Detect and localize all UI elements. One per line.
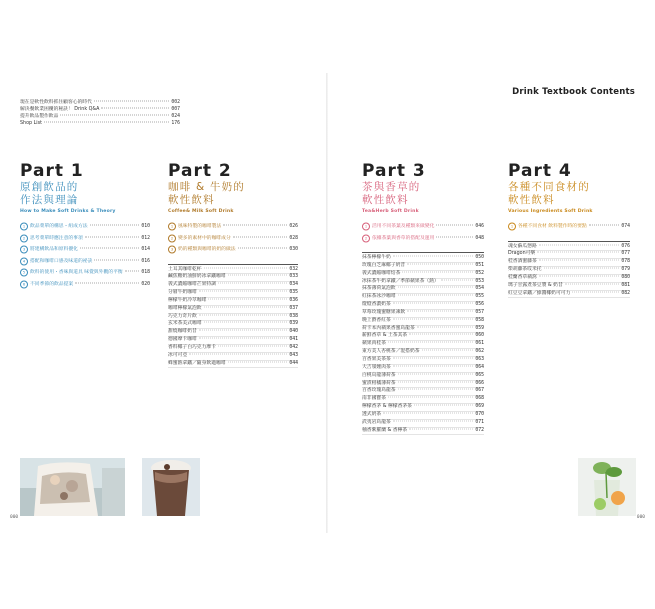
toc-entry[interactable]: 提升飲品製作飲品 024: [20, 114, 180, 119]
entry-title: 玫瑰白芝麻椰子奶昔: [362, 262, 406, 268]
entry-title: 鹹焦糖奶油鮮奶冰拿鐵咖啡: [168, 274, 226, 280]
entry-page: 072: [475, 427, 484, 433]
entry-page: 061: [475, 341, 484, 347]
toc-entry-recipe[interactable]: [508, 275, 630, 283]
toc-entry[interactable]: Shop List 176: [20, 121, 180, 126]
entry-title: 透式奶茶: [362, 411, 382, 417]
toc-entry-recipe[interactable]: [362, 318, 484, 326]
number-circle-icon: 4: [20, 257, 28, 265]
part-2-section: [168, 161, 298, 368]
entry-page: 044: [289, 360, 298, 366]
number-circle-icon: 2: [362, 234, 370, 242]
recipe-list: [362, 252, 484, 435]
entry-title: 紅豆豆拿鐵／綠醬椰奶可可力: [508, 290, 571, 296]
part-title-line: 作法與理論: [20, 194, 79, 206]
entry-page: 059: [475, 325, 484, 331]
toc-entry-recipe[interactable]: [168, 290, 298, 298]
entry-page: 067: [475, 388, 484, 394]
entry-title: 柚香紫羅蘭 & 香檸茶: [362, 427, 408, 433]
part-1-section: [20, 161, 150, 290]
toc-entry-numbered[interactable]: [20, 244, 150, 256]
toc-entry-recipe[interactable]: [168, 337, 298, 345]
number-circle-icon: 6: [20, 280, 28, 288]
entry-title: 不同季節的飲品提案: [30, 281, 74, 287]
entry-page: 080: [621, 274, 630, 280]
entry-page: 020: [141, 281, 150, 287]
entry-title: 柴胡藤茶哎米托: [508, 267, 542, 273]
toc-entry-numbered[interactable]: [168, 244, 298, 256]
part-title-line: 各種不同食材的: [508, 181, 590, 193]
entry-title: 檸檬香茅 & 檸檬香茅茶: [362, 404, 412, 410]
toc-entry-numbered[interactable]: [20, 233, 150, 245]
part-label: Part 2: [168, 161, 232, 181]
toc-entry-recipe[interactable]: [362, 373, 484, 381]
entry-title: 玄米茶美式咖啡: [168, 321, 202, 327]
number-circle-icon: 3: [168, 246, 176, 254]
toc-entry-numbered[interactable]: [20, 279, 150, 291]
entry-page: 035: [289, 290, 298, 296]
entry-title: 荷卡本內蘋果香蜜烏龍茶: [362, 325, 415, 331]
entry-page: 034: [289, 282, 298, 288]
entry-page: 071: [475, 419, 484, 425]
entry-page: 037: [289, 305, 298, 311]
entry-page: 078: [621, 259, 630, 265]
number-circle-icon: 5: [20, 269, 28, 277]
entry-title: 南非國寶茶: [362, 396, 386, 402]
page-number-left: 000: [10, 515, 19, 520]
entry-title: 桂蘭香草蘋瀉: [508, 274, 537, 280]
part-subtitle: Tea&Herb Soft Drink: [362, 209, 419, 214]
entry-title: 香料椰子白巧克力摩卡: [168, 344, 216, 350]
entry-title: 分層牛奶咖啡: [168, 290, 197, 296]
toc-entry-numbered[interactable]: [508, 221, 630, 233]
entry-title: 德國摩卡咖啡: [168, 337, 197, 343]
toc-entry-recipe[interactable]: [362, 302, 484, 310]
entry-page: 036: [289, 297, 298, 303]
entry-page: 057: [475, 309, 484, 315]
toc-entry-numbered[interactable]: [20, 221, 150, 233]
entry-title: 百香果美茶茶: [362, 356, 391, 362]
number-circle-icon: 1: [168, 223, 176, 231]
entry-page: 048: [475, 235, 484, 241]
toc-entry-numbered[interactable]: [20, 267, 150, 279]
toc-entry-recipe[interactable]: [168, 329, 298, 337]
intro-toc: [20, 99, 180, 127]
entry-title: 草莓玫瑰蜜糖果凍飲: [362, 309, 406, 315]
entry-page: 056: [475, 302, 484, 308]
toc-entry-recipe[interactable]: [362, 428, 484, 436]
toc-entry[interactable]: 現在是軟性飲料抓住顧客心的時代 002: [20, 100, 180, 105]
number-circle-icon: 1: [362, 223, 370, 231]
part-label: Part 3: [362, 161, 426, 181]
toc-entry-numbered[interactable]: [168, 233, 298, 245]
book-spread: [0, 73, 655, 533]
entry-title: 咖啡檸檬氣泡飲: [168, 305, 202, 311]
entry-title: 桂香酒蜜藤茶: [508, 259, 537, 265]
part-title-line: 原創飲品的: [20, 181, 79, 193]
part-title-line: 咖啡 & 牛奶的: [168, 181, 245, 193]
entry-page: 077: [621, 251, 630, 257]
entry-title: Dragon可樂: [508, 251, 536, 257]
numbered-list: [20, 221, 150, 290]
toc-entry-recipe[interactable]: [362, 310, 484, 318]
number-circle-icon: 1: [20, 223, 28, 231]
entry-page: 065: [475, 372, 484, 378]
part-title-line: 軟性飲料: [362, 194, 409, 206]
numbered-list: [168, 221, 298, 256]
number-circle-icon: 2: [168, 234, 176, 242]
entry-page: 039: [289, 321, 298, 327]
entry-page: 053: [475, 278, 484, 284]
entry-title: 魂女蘇瓜戀路: [508, 243, 537, 249]
entry-page: 066: [475, 380, 484, 386]
toc-entry-recipe[interactable]: [362, 396, 484, 404]
entry-page: 064: [475, 364, 484, 370]
entry-page: 068: [475, 396, 484, 402]
entry-title: 東方美人杏桃茶／混搭奶茶: [362, 349, 420, 355]
numbered-list: [362, 221, 484, 244]
toc-entry-numbered[interactable]: [362, 233, 484, 245]
entry-title: 蜜漬柑橘薄荷茶: [362, 380, 396, 386]
entry-page: 018: [141, 270, 150, 275]
entry-page: 043: [289, 352, 298, 358]
part-subtitle: How to Make Soft Drinks & Theory: [20, 209, 116, 214]
toc-entry-recipe[interactable]: [168, 306, 298, 314]
number-circle-icon: 1: [508, 223, 516, 231]
part-4-section: [508, 161, 630, 298]
entry-title: 晚上爵香紅茶: [362, 317, 391, 323]
toc-entry-numbered[interactable]: [168, 221, 298, 233]
entry-title: 義式濃縮咖啡焙茶: [362, 270, 401, 276]
entry-page: 016: [141, 258, 150, 264]
entry-page: 012: [141, 235, 150, 241]
recipe-list: [508, 241, 630, 299]
part-title-line: 茶與香草的: [362, 181, 421, 193]
entry-title: 飲品菜單的構思・組成方法: [30, 224, 88, 229]
entry-page: 038: [289, 313, 298, 319]
part-title-line: 軟性飲料: [508, 194, 555, 206]
toc-entry-recipe[interactable]: [362, 388, 484, 396]
entry-title: 冰可可亞: [168, 352, 188, 358]
recipe-list: [168, 264, 298, 369]
entry-title: 義式濃縮咖啡芒果特調: [168, 282, 216, 288]
entry-title: 紅抹茶冰沙咖啡: [362, 294, 396, 300]
entry-title: 奶的種類與咖啡的奶的做法: [178, 247, 236, 252]
entry-page: 069: [475, 404, 484, 410]
toc-entry-recipe[interactable]: [508, 267, 630, 275]
toc-entry-recipe[interactable]: [508, 291, 630, 299]
entry-title: 冰抹茶牛奶拿鐵／季節蘋果茶（熱）: [362, 278, 439, 284]
entry-page: 052: [475, 270, 484, 276]
entry-title: 白桃烏龍薄荷茶: [362, 372, 396, 378]
entry-title: 土耳其咖啡乾杯: [168, 266, 202, 272]
entry-title: 飲料的使用・香味與道具 味覺與外觀的平衡: [30, 270, 123, 275]
toc-entry-recipe[interactable]: [508, 251, 630, 259]
page-number-right: 000: [636, 515, 645, 520]
toc-entry-recipe[interactable]: [362, 349, 484, 357]
entry-page: 079: [621, 267, 630, 273]
entry-page: 030: [289, 247, 298, 252]
entry-title: 百香玫瑰烏龍茶: [362, 388, 396, 394]
entry-title: 蜂蜜熱拿鐵／隨身飲適咖啡: [168, 360, 226, 366]
toc-entry-recipe[interactable]: [168, 274, 298, 282]
entry-title: 思考菜單時應注意的事項: [30, 235, 83, 241]
entry-title: 變多的素材中的咖啡成分: [178, 235, 231, 241]
entry-title: 抹茶薄荷氣泡飲: [362, 286, 396, 292]
entry-page: 026: [289, 224, 298, 229]
part-label: Part 1: [20, 161, 84, 181]
entry-page: 060: [475, 333, 484, 339]
entry-title: 檸檬牛奶冷萃咖啡: [168, 297, 207, 303]
toc-entry-numbered[interactable]: [362, 221, 484, 233]
toc-entry-recipe[interactable]: [508, 259, 630, 267]
entry-title: 搭配和咖啡口感及味道的祕訣: [30, 258, 93, 264]
toc-entry-recipe[interactable]: [168, 282, 298, 290]
toc-entry-recipe[interactable]: [168, 345, 298, 353]
toc-entry-recipe[interactable]: [362, 365, 484, 373]
entry-page: 054: [475, 286, 484, 292]
entry-page: 014: [141, 247, 150, 252]
toc-entry-recipe[interactable]: [362, 412, 484, 420]
entry-title: 薪鮮香草 & 土茶其茶: [362, 333, 408, 339]
entry-page: 042: [289, 344, 298, 350]
entry-page: 076: [621, 243, 630, 249]
entry-title: 將建構飲品和原料優化: [30, 247, 78, 252]
toc-entry-recipe[interactable]: [362, 271, 484, 279]
toc-entry-recipe[interactable]: [508, 283, 630, 291]
entry-page: 032: [289, 266, 298, 272]
entry-title: 活用不同茶葉及種類來做變化: [372, 224, 435, 229]
entry-page: 050: [475, 255, 484, 260]
entry-page: 070: [475, 411, 484, 417]
toc-entry-recipe[interactable]: [362, 294, 484, 302]
toc-entry-recipe[interactable]: [362, 263, 484, 271]
entry-page: 033: [289, 274, 298, 280]
entry-page: 062: [475, 349, 484, 355]
entry-title: 武夷岩烏龍茶: [362, 419, 391, 425]
photo-drink-jar: [20, 458, 125, 516]
entry-page: 040: [289, 329, 298, 335]
photo-herb-glass: [578, 458, 636, 516]
entry-title: 蘋果肉桂茶: [362, 341, 386, 347]
toc-entry-recipe[interactable]: [362, 341, 484, 349]
entry-page: 063: [475, 356, 484, 362]
toc-entry-recipe[interactable]: [168, 298, 298, 306]
toc-entry-recipe[interactable]: [168, 353, 298, 361]
part-subtitle: Various Ingredients Soft Drink: [508, 209, 593, 214]
photo-chocolate-frappe: [142, 458, 200, 516]
part-label: Part 4: [508, 161, 572, 181]
entry-page: 081: [621, 282, 630, 288]
part-3-section: [362, 161, 484, 435]
entry-page: 074: [621, 224, 630, 229]
toc-entry-recipe[interactable]: [362, 357, 484, 365]
entry-title: 風味特製的咖啡製法: [178, 224, 222, 229]
entry-title: 巧克力奇片飲: [168, 313, 197, 319]
contents-heading: Drink Textbook Contents: [512, 87, 635, 97]
left-page: [0, 73, 327, 533]
part-subtitle: Coffee& Milk Soft Drink: [168, 209, 234, 214]
toc-entry-recipe[interactable]: [362, 420, 484, 428]
entry-page: 082: [621, 290, 630, 296]
number-circle-icon: 2: [20, 234, 28, 242]
toc-entry-recipe[interactable]: [362, 404, 484, 412]
entry-title: 甜燒咖啡奶昔: [168, 329, 197, 335]
number-circle-icon: 3: [20, 246, 28, 254]
part-title-line: 軟性飲料: [168, 194, 215, 206]
entry-page: 046: [475, 224, 484, 229]
entry-page: 010: [141, 224, 150, 229]
entry-page: 055: [475, 294, 484, 300]
numbered-list: [508, 221, 630, 233]
toc-entry[interactable]: 解決餐飲業困擾的秘訣！ Drink Q&A 007: [20, 107, 180, 112]
entry-page: 028: [289, 235, 298, 241]
entry-title: 瑪子甘露煮茶豆漿 & 奶昔: [508, 282, 563, 288]
entry-page: 041: [289, 337, 298, 343]
toc-entry-recipe[interactable]: [168, 361, 298, 369]
right-page: [328, 73, 655, 533]
entry-title: 依據茶葉與香草的搭配及運用: [372, 235, 435, 241]
entry-title: 各種不同食材 飲料製作時的要點: [518, 224, 587, 229]
entry-title: 大吉嶺煙肉茶: [362, 364, 391, 370]
entry-title: 抹茶檸檬牛奶: [362, 255, 391, 260]
entry-page: 058: [475, 317, 484, 323]
toc-entry-numbered[interactable]: [20, 256, 150, 268]
entry-title: 燈燈香濃奶茶: [362, 302, 391, 308]
toc-entry-recipe[interactable]: [362, 255, 484, 263]
entry-page: 051: [475, 262, 484, 268]
